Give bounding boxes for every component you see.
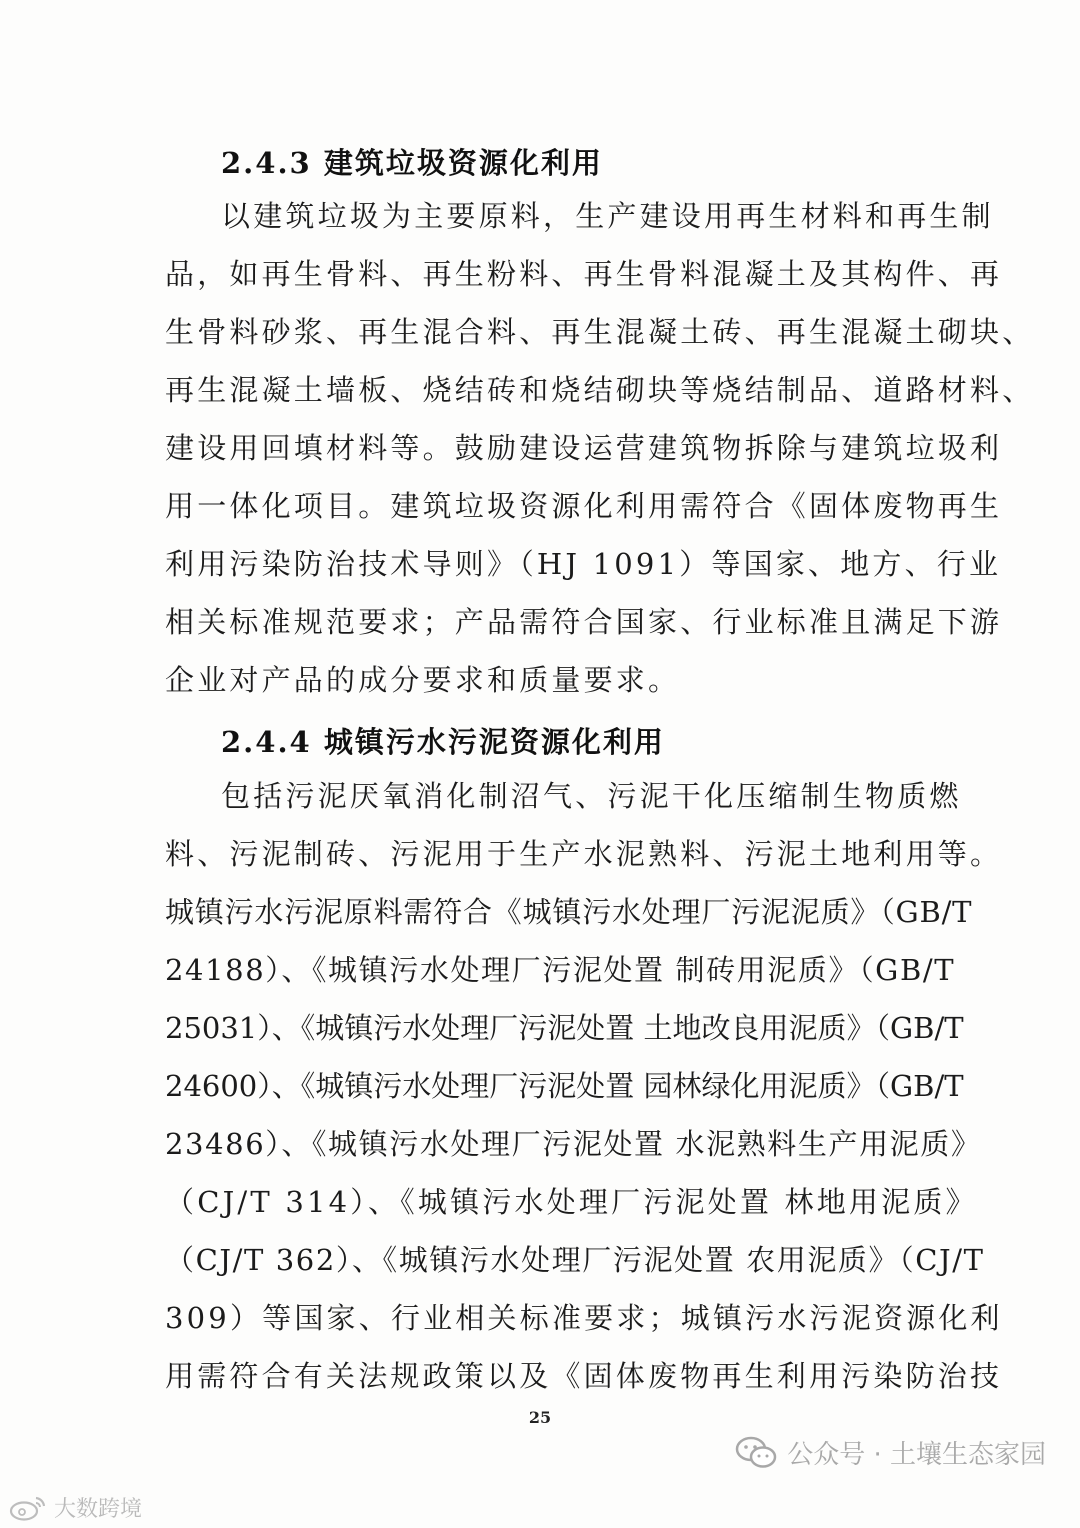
paragraph-line: 24188）、《城镇污水处理厂污泥处置 制砖用泥质》（GB/T [165,953,956,987]
paragraph-line: 再生混凝土墙板、烧结砖和烧结砌块等烧结制品、道路材料、 [165,373,1035,407]
paragraph-line: 24600）、《城镇污水处理厂污泥处置 园林绿化用泥质》（GB/T [165,1069,964,1103]
paragraph-line: 生骨料砂浆、再生混合料、再生混凝土砖、再生混凝土砌块、 [165,315,1035,349]
section-heading: 2.4.4 城镇污水污泥资源化利用 [221,725,665,759]
paragraph-line: 建设用回填材料等。鼓励建设运营建筑物拆除与建筑垃圾利 [165,431,1003,465]
watermark-weibo [8,1492,142,1523]
paragraph-line: 企业对产品的成分要求和质量要求。 [165,663,681,697]
page-number: 25 [528,1408,552,1427]
paragraph-line: 相关标准规范要求；产品需符合国家、行业标准且满足下游 [165,605,1003,639]
paragraph-line: 25031）、《城镇污水处理厂污泥处置 土地改良用泥质》（GB/T [165,1011,964,1045]
paragraph-line: 品，如再生骨料、再生粉料、再生骨料混凝土及其构件、再 [165,257,1003,291]
wechat-icon [735,1435,779,1471]
watermark-right-text: 公众号 · 土壤生态家园 [787,1440,1046,1470]
paragraph-line: 料、污泥制砖、污泥用于生产水泥熟料、污泥土地利用等。 [165,837,1003,871]
section-heading: 2.4.3 建筑垃圾资源化利用 [221,146,603,180]
paragraph-line: （CJ/T 362）、《城镇污水处理厂污泥处置 农用泥质》（CJ/T [165,1243,985,1277]
paragraph-line: （CJ/T 314）、《城镇污水处理厂污泥处置 林地用泥质》 [165,1185,978,1219]
paragraph-line: 利用污染防治技术导则》（HJ 1091）等国家、地方、行业 [165,547,1002,581]
watermark-left-text: 大数跨境 [54,1497,143,1522]
paragraph-line: 用一体化项目。建筑垃圾资源化利用需符合《固体废物再生 [165,489,1003,523]
paragraph-line: 包括污泥厌氧消化制沼气、污泥干化压缩制生物质燃 [221,779,962,813]
weibo-icon [8,1494,48,1522]
watermark-wechat [735,1434,1046,1471]
paragraph-line: 城镇污水污泥原料需符合《城镇污水处理厂污泥泥质》（GB/T [165,895,973,929]
paragraph-line: 以建筑垃圾为主要原料，生产建设用再生材料和再生制 [221,199,994,233]
paragraph-line: 309）等国家、行业相关标准要求；城镇污水污泥资源化利 [165,1301,1003,1335]
paragraph-line: 用需符合有关法规政策以及《固体废物再生利用污染防治技 [165,1359,1003,1393]
paragraph-line: 23486）、《城镇污水处理厂污泥处置 水泥熟料生产用泥质》 [165,1127,982,1161]
